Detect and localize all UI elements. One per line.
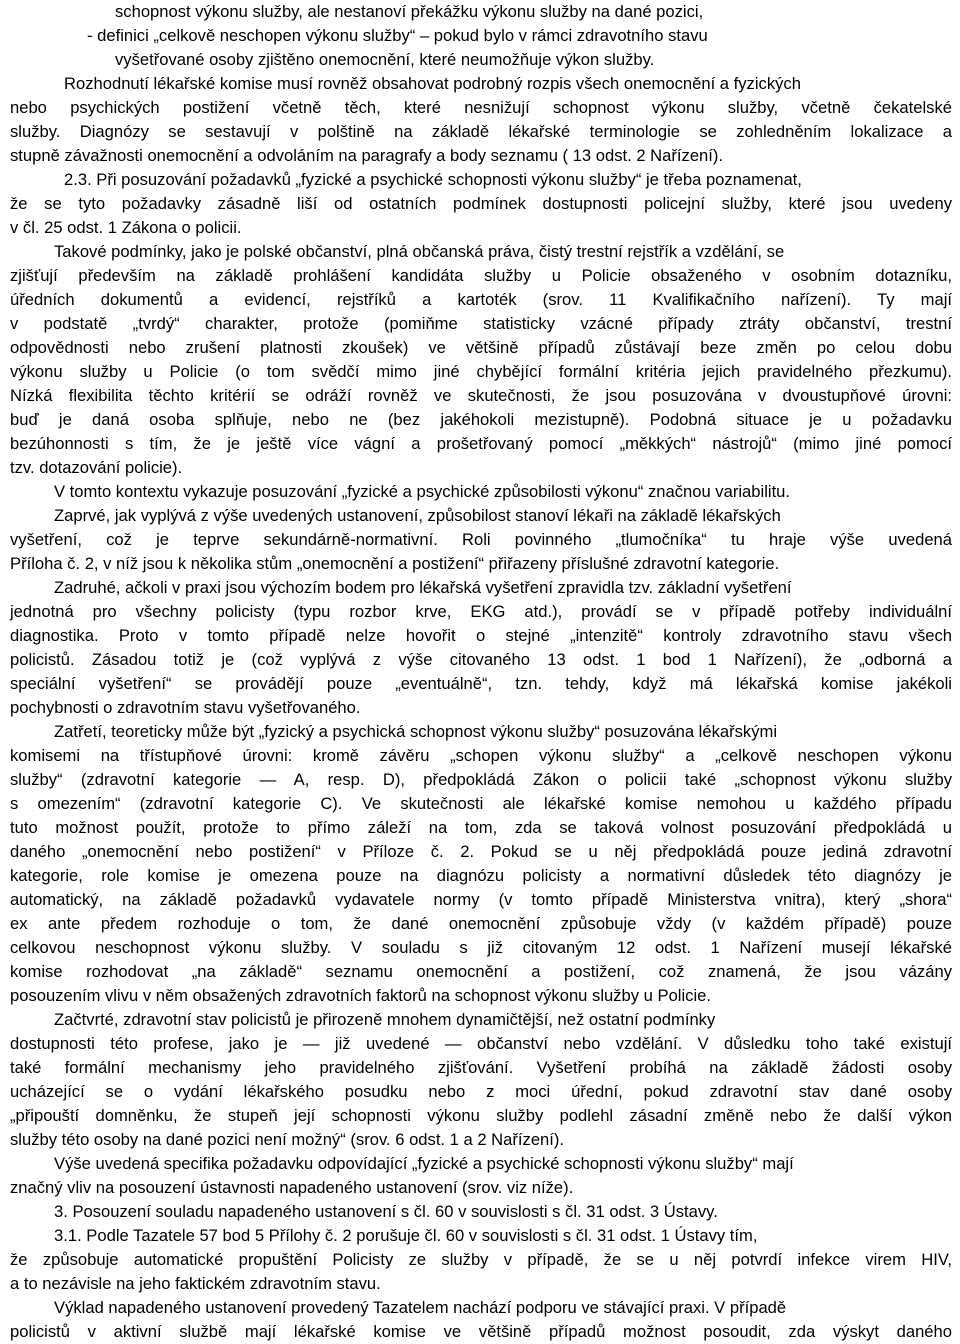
text-line: značný vliv na posouzení ústavnosti napadeného ustanovení (srov. viz níže). [10,1178,574,1197]
text-line: zjišťují především na základě prohlášení kandidáta služby u Policie obsaženého v osobním dotazníku, [10,266,952,285]
text-line: diagnostika. Proto v tomto případě nelze hovořit o stejné „intenzitě“ kontroly zdravotního stavu všech [10,626,952,645]
text-line: v podstatě „tvrdý“ charakter, protože (pomiňme statisticky vzácné případy ztráty občanství, trestní [10,314,952,333]
section-heading-3: 3. Posouzení souladu napadeného ustanovení s čl. 60 v souvislosti s čl. 31 odst. 3 Ústavy. [54,1202,718,1221]
text-line: vyšetření, což je teprve sekundárně-normativní. Roli povinného „tlumočníka“ tu hraje výše uvedená [10,530,952,549]
paragraph-first-line: Zadruhé, ačkoli v praxi jsou výchozím bodem pro lékařská vyšetření zpravidla tzv. základní vyšetření [54,578,792,597]
text-line: jednotná pro všechny policisty (typu rozbor krve, EKG atd.), provádí se v případě potřeby individuální [10,602,952,621]
text-line: nebo psychických postižení včetně těch, které nesnižují schopnost výkonu služby, včetně čekatelské [10,98,952,117]
text-line: služby. Diagnózy se sestavují v polštině na základě lékařské terminologie se zohledněním lokalizace a [10,122,952,141]
paragraph-first-line: Výklad napadeného ustanovení provedený Tazatelem nachází podporu ve stávající praxi. V případě [54,1298,787,1317]
text-line: služby“ (zdravotní kategorie — A, resp. D), předpokládá Zákon o policii také „schopnost výkonu služby [10,770,952,789]
text-line: a to nezávisle na jeho faktickém zdravotním stavu. [10,1274,381,1293]
section-heading-3-1: 3.1. Podle Tazatele 57 bod 5 Přílohy č. 2 porušuje čl. 60 v souvislosti s čl. 31 odst. 1 Ústavy tím, [54,1226,758,1245]
text-line: úředních dokumentů a evidencí, rejstříků a kartoték (srov. 11 Kvalifikačního nařízení). Ty mají [10,290,952,309]
text-line: že se tyto požadavky zásadně liší od ostatních podmínek dostupnosti policejní služby, které jsou uvedeny [10,194,952,213]
list-item-definition: - definici „celkově neschopen výkonu služby“ – pokud bylo v rámci zdravotního stavu [87,26,708,45]
text-line: ucházející se o vydání lékařského posudku nebo z moci úřední, pokud zdravotní stav dané osoby [10,1082,952,1101]
text-line: komisemi na třístupňové úrovni: kromě závěru „schopen výkonu služby“ a „celkově neschopen výkonu [10,746,952,765]
text-line: tuto možnost použít, protože to přímo záleží na tom, zda se taková volnost posuzování předpokládá u [10,818,952,837]
text-line: s omezením“ (zdravotní kategorie C). Ve skutečnosti ale lékařské komise nemohou u každého případu [10,794,952,813]
text-line: že způsobuje automatické propuštění Policisty ze služby v případě, že se u něj potvrdí infekce virem HIV, [10,1250,952,1269]
text-line: buď je daná osoba splňuje, nebo ne (bez jakéhokoli mezistupně). Podobná situace je u požadavku [10,410,952,429]
text-line: ex ante předem rozhoduje o tom, že dané onemocnění způsobuje vždy (v každém případě) pouze [10,914,952,933]
text-line: Příloha č. 2, v níž jsou k několika stům „onemocnění a postižení“ přiřazeny příslušné zdravotní kategorie. [10,554,780,573]
text-line: odpovědnosti nebo zrušení platnosti zkoušek) ve většině případů zůstávají beze změn po celou dobu [10,338,952,357]
paragraph-first-line: Zatřetí, teoreticky může být „fyzický a psychická schopnost výkonu služby“ posuzována lékařskými [54,722,778,741]
text-line: tzv. dotazování policie). [10,458,183,477]
paragraph-first-line: Zaprvé, jak vyplývá z výše uvedených ustanovení, způsobilost stanoví lékaři na základě lékařských [54,506,781,525]
text-line: služby této osoby na dané pozici není možný“ (srov. 6 odst. 1 a 2 Nařízení). [10,1130,565,1149]
paragraph-first-line: V tomto kontextu vykazuje posuzování „fyzické a psychické způsobilosti výkonu“ značnou variabilitu. [54,482,791,501]
text-line: speciální vyšetření“ se provádějí pouze „eventuálně“, tzn. tehdy, když má lékařská komise jakékoli [10,674,952,693]
text-line: automatický, na základě požadavků vydavatele normy (v tomto případě Ministerstva vnitra), který „shora“ [10,890,952,909]
paragraph-first-line: Rozhodnutí lékařské komise musí rovněž obsahovat podrobný rozpis všech onemocnění a fyzických [64,74,801,93]
text-line: kategorie, role komise je omezena pouze na diagnózu policisty a normativní důsledek této diagnózy je [10,866,952,885]
text-line: posouzením vlivu v něm obsažených zdravotních faktorů na schopnost výkonu služby u Policie. [10,986,711,1005]
paragraph-first-line: Takové podmínky, jako je polské občanství, plná občanská práva, čistý trestní rejstřík a vzdělání, se [54,242,785,261]
text-line: výkonu služby u Policie (o tom svědčí mimo jiné chybějící formální kritéria jejich pravidelného přezkumu). [10,362,952,381]
text-line: „připouští domněnku, že stupeň její schopnosti výkonu služby podlehl zásadní změně nebo že další výkon [10,1106,952,1125]
paragraph-first-line: Výše uvedená specifika požadavku odpovídající „fyzické a psychické schopnosti výkonu služby“ mají [54,1154,794,1173]
text-line: komise rozhodovat „na základě“ seznamu onemocnění a postižení, což znamená, že jsou vázány [10,962,952,981]
text-line: bezúhonnosti s tím, že je ještě více vágní a prošetřovaný pomocí „měkkých“ nástrojů“ (mimo jiné pomocí [10,434,952,453]
text-line: stupně závažnosti onemocnění a odvoláním na paragrafy a body seznamu ( 13 odst. 2 Nařízení). [10,146,724,165]
text-line: pochybnosti o zdravotním stavu vyšetřovaného. [10,698,361,717]
text-line: dostupnosti této profese, jako je — již uvedené — občanství nebo vzdělání. V důsledku toho také existují [10,1034,952,1053]
text-line: Nízká flexibilita těchto kritérií se odráží rovněž ve skutečnosti, že jsou posuzována v dvoustupňové úrovni: [10,386,952,405]
text-line: celkovou neschopnost výkonu služby. V souladu s již citovaným 12 odst. 1 Nařízení musejí lékařské [10,938,952,957]
text-line: schopnost výkonu služby, ale nestanoví překážku výkonu služby na dané pozici, [115,2,704,21]
text-line: policistů. Zásadou totiž je (což vyplývá z výše citovaného 13 odst. 1 bod 1 Nařízení), že „odborná a [10,650,952,669]
paragraph-first-line: Začtvrté, zdravotní stav policistů je přirozeně mnohem dynamičtější, než ostatní podmínky [54,1010,716,1029]
text-line: daného „onemocnění nebo postižení“ v Příloze č. 2. Pokud se u něj předpokládá pouze jediná zdravotní [10,842,952,861]
text-line: v čl. 25 odst. 1 Zákona o policii. [10,218,242,237]
text-line: také formální mechanismy jeho pravidelného zjišťování. Vyšetření probíhá na základě žádosti osoby [10,1058,952,1077]
section-heading-2-3: 2.3. Při posuzování požadavků „fyzické a psychické schopnosti výkonu služby“ je třeba poznamenat, [64,170,802,189]
text-line: vyšetřované osoby zjištěno onemocnění, které neumožňuje výkon služby. [115,50,655,69]
text-line: policistů v aktivní službě mají lékařské komise ve většině případů možnost posoudit, zda výskyt daného [10,1322,952,1341]
